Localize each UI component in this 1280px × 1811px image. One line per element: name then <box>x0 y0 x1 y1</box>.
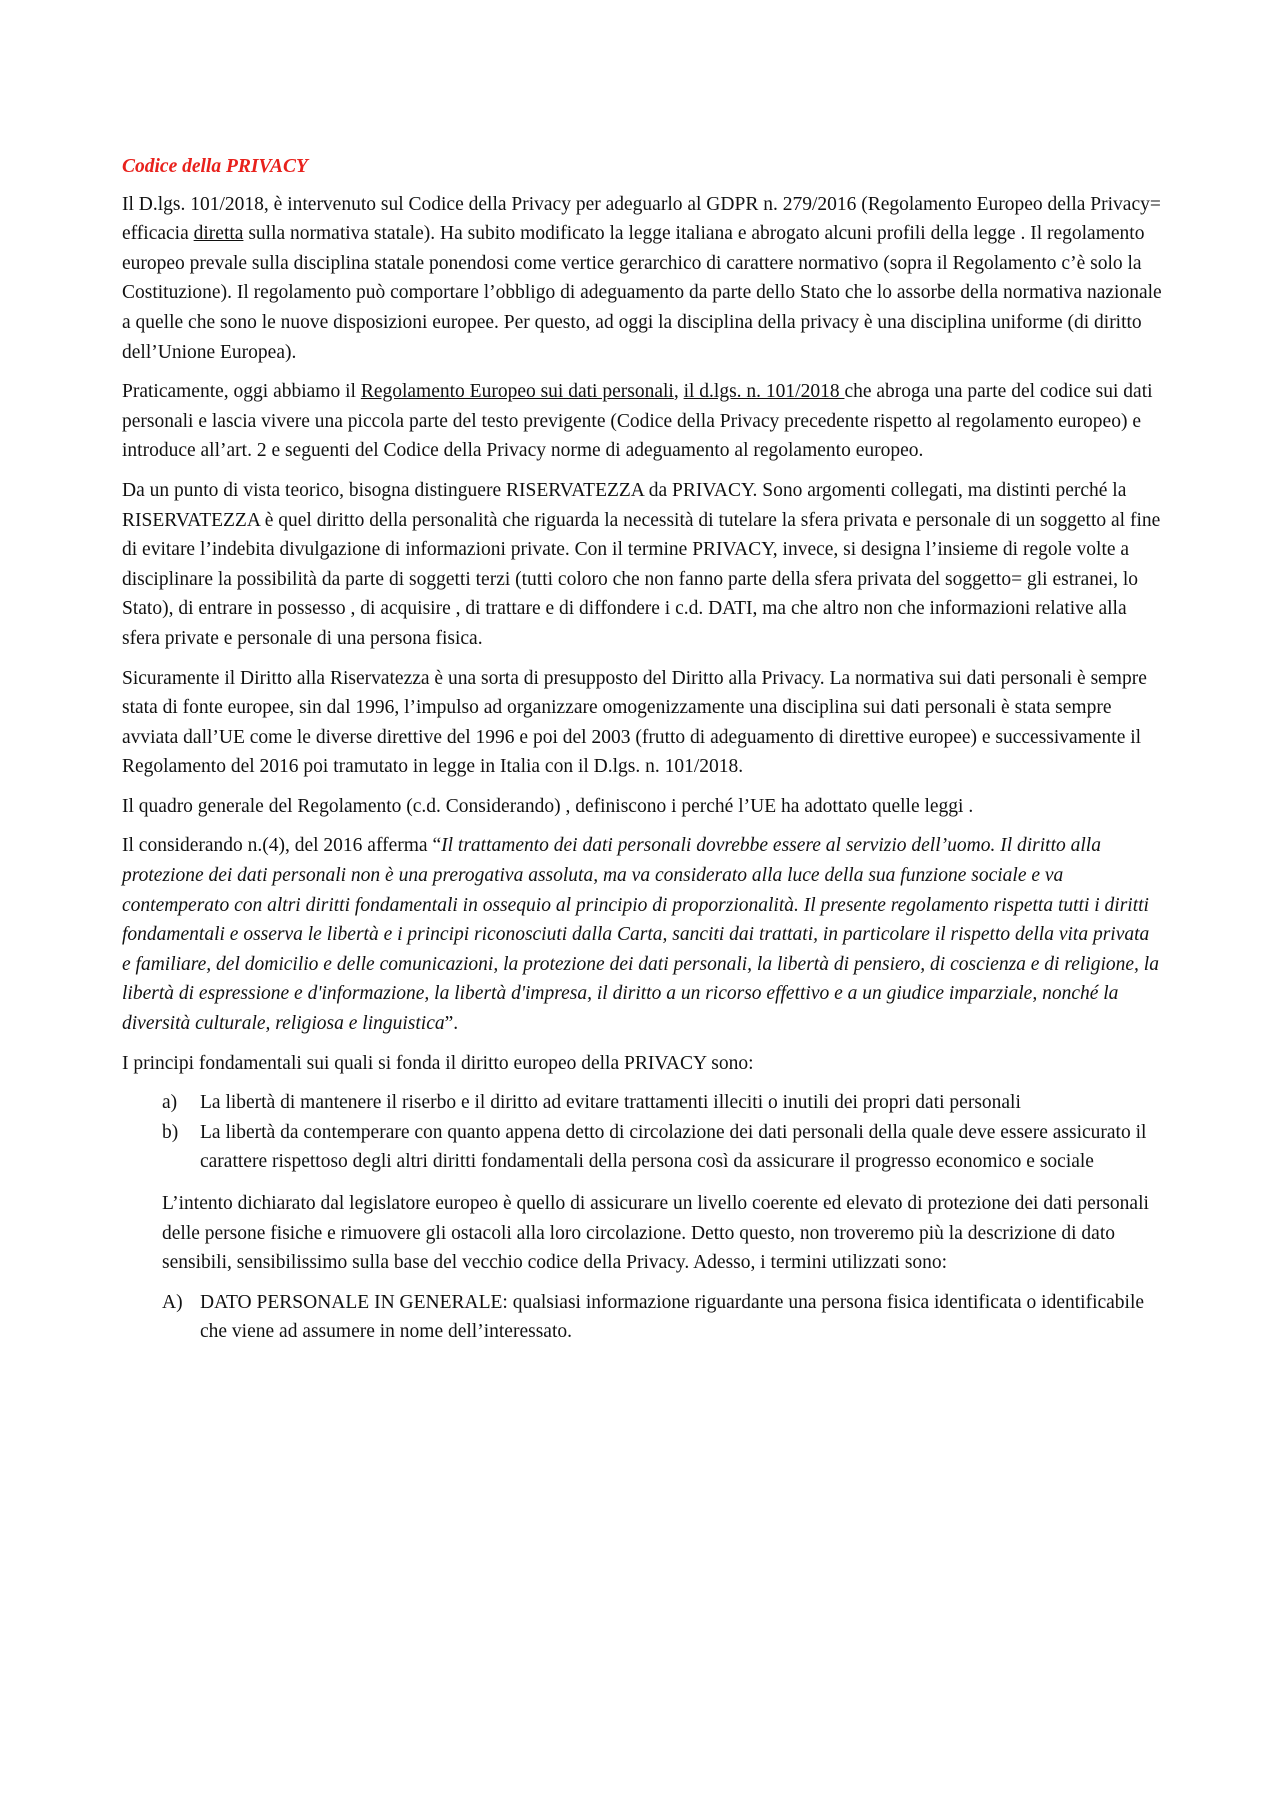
paragraph-considerando <box>122 831 1162 1038</box>
principles-list <box>122 1088 1162 1177</box>
text: Il D.lgs. 101/2018, è intervenuto sul Codice della Privacy per adeguarlo al GDPR n. 279/2016 (Regolamento Europeo della Privacy= efficacia <box>122 193 1161 245</box>
text: ”. <box>444 1013 459 1035</box>
list-item <box>162 1288 1162 1347</box>
list-item <box>162 1118 1162 1177</box>
document-title: Codice della PRIVACY <box>122 156 308 177</box>
text: Il considerando n.(4), del 2016 afferma “ <box>122 835 442 857</box>
text: che abroga una parte del codice sui dati personali e lascia vivere una piccola parte del testo previgente (Codice della Privacy precedente rispetto al regolamento europeo) e introduce all’art. 2 e seguenti del Codice della Privacy norme di adeguamento al regolamento europeo. <box>122 381 1153 462</box>
list-item <box>162 1088 1162 1118</box>
paragraph-intento: L’intento dichiarato dal legislatore europeo è quello di assicurare un livello coerente ed elevato di protezione dei dati personali delle persone fisiche e rimuovere gli ostacoli alla loro circolazione. Detto questo, non troveremo più la descrizione di dato sensibili, sensibilissimo sulla base del vecchio codice della Privacy. Adesso, i termini utilizzati sono: <box>162 1193 1149 1274</box>
paragraph-dlgs-intro <box>122 190 1162 368</box>
list-marker: A) <box>162 1291 183 1313</box>
list-item-text: La libertà da contemperare con quanto appena detto di circolazione dei dati personali della quale deve essere assicurato il carattere rispettoso degli altri diritti fondamentali della persona così da assicurare il progresso economico e sociale <box>200 1121 1147 1173</box>
underlined-text: il d.lgs. n. 101/2018 <box>683 381 845 403</box>
paragraph-riservatezza: Da un punto di vista teorico, bisogna distinguere RISERVATEZZA da PRIVACY. Sono argomenti collegati, ma distinti perché la RISERVATEZZA è quel diritto della personalità che riguarda la necessità di tutelare la sfera privata e personale di un soggetto al fine di evitare l’indebita divulgazione di informazioni private. Con il termine PRIVACY, invece, si designa l’insieme di regole volte a disciplinare la possibilità da parte di soggetti terzi (tutti coloro che non fanno parte della sfera privata del soggetto= gli estranei, lo Stato), di entrare in possesso , di acquisire , di trattare e di diffondere i c.d. DATI, ma che altro non che informazioni relative alla sfera private e personale di una persona fisica. <box>122 479 1161 649</box>
text: , <box>673 381 684 403</box>
text: sulla normativa statale). Ha subito modificato la legge italiana e abrogato alcuni profili della legge . Il regolamento europeo prevale sulla disciplina statale ponendosi come vertice gerarchico di carattere normativo (sopra il Regolamento c’è solo la Costituzione). Il regolamento può comportare l’obbligo di adeguamento da parte dello Stato che lo assorbe della normativa nazionale a quelle che sono le nuove disposizioni europee. Per questo, ad oggi la disciplina della privacy è una disciplina uniforme (di diritto dell’Unione Europea). <box>122 223 1162 363</box>
terms-list <box>122 1288 1162 1347</box>
list-marker: b) <box>162 1121 179 1143</box>
paragraph-diritto-riservatezza: Sicuramente il Diritto alla Riservatezza è una sorta di presupposto del Diritto alla Privacy. La normativa sui dati personali è sempre stata di fonte europee, sin dal 1996, l’impulso ad organizzare omogenizzamente una disciplina sui dati personali è stata sempre avviata dall’UE come le diverse direttive del 1996 e poi del 2003 (frutto di adeguamento di direttive europee) e successivamente il Regolamento del 2016 poi tramutato in legge in Italia con il D.lgs. n. 101/2018. <box>122 667 1147 778</box>
list-marker: a) <box>162 1092 178 1114</box>
underlined-text: Regolamento Europeo sui dati personali <box>360 381 674 403</box>
list-item-text: DATO PERSONALE IN GENERALE: qualsiasi informazione riguardante una persona fisica identificata o identificabile che viene ad assumere in nome dell’interessato. <box>200 1291 1145 1343</box>
paragraph-praticamente <box>122 377 1162 466</box>
paragraph-principi: I principi fondamentali sui quali si fonda il diritto europeo della PRIVACY sono: <box>122 1052 754 1074</box>
italic-quote: Il trattamento dei dati personali dovrebbe essere al servizio dell’uomo. Il diritto alla protezione dei dati personali non è una prerogativa assoluta, ma va considerato alla luce della sua funzione sociale e va contemperato con altri diritti fondamentali in ossequio al principio di proporzionalità. Il presente regolamento rispetta tutti i diritti fondamentali e osserva le libertà e i principi riconosciuti dalla Carta, sanciti dai trattati, in particolare il rispetto della vita privata e familiare, del domicilio e delle comunicazioni, la protezione dei dati personali, la libertà di pensiero, di coscienza e di religione, la libertà di espressione e d'informazione, la libertà d'impresa, il diritto a un ricorso effettivo e a un giudice imparziale, nonché la diversità culturale, religiosa e linguistica <box>122 835 1159 1035</box>
paragraph-quadro-generale: Il quadro generale del Regolamento (c.d. Considerando) , definiscono i perché l’UE ha adottato quelle leggi . <box>122 795 974 817</box>
document-page <box>122 152 1162 1347</box>
text: Praticamente, oggi abbiamo il <box>122 381 361 403</box>
underlined-text: diretta <box>193 223 244 245</box>
list-item-text: La libertà di mantenere il riserbo e il diritto ad evitare trattamenti illeciti o inutili dei propri dati personali <box>200 1092 1021 1114</box>
